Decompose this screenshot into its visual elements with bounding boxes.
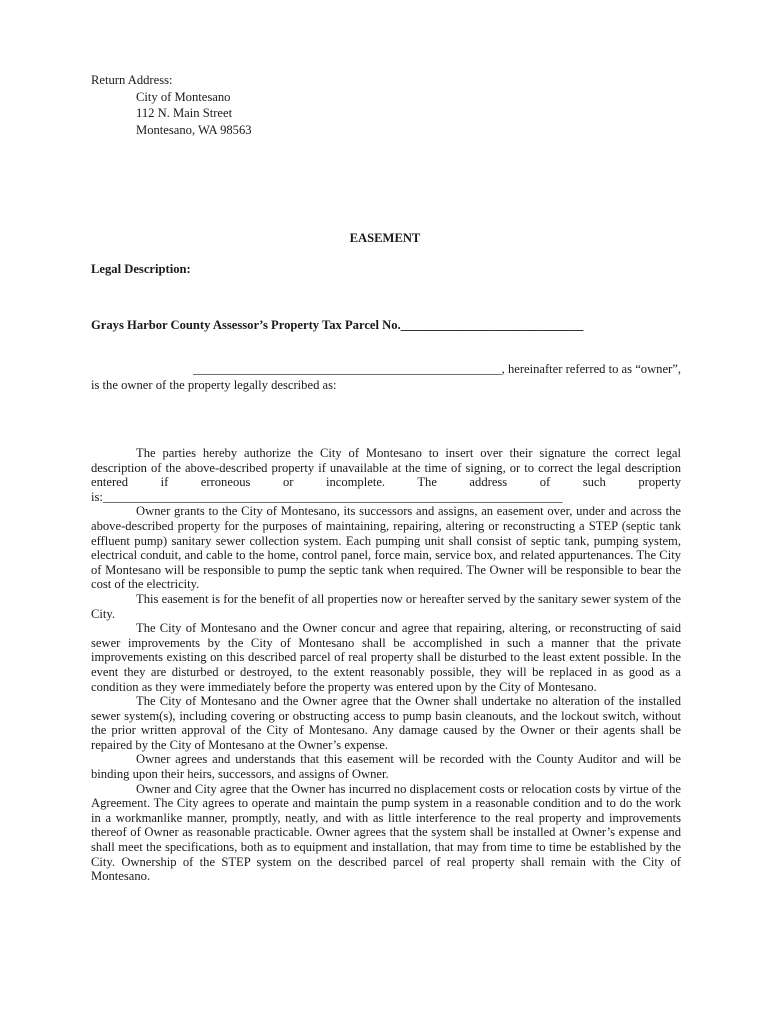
paragraph-recording: Owner agrees and understands that this easement will be recorded with the County Auditor and will be binding upon their heirs, successors, and assigns of Owner. [91,752,681,782]
paragraph-costs: Owner and City agree that the Owner has incurred no displacement costs or relocation costs by virtue of the Agreement. The City agrees to operate and maintain the pump system in a reasonable condition and to do the work in a workmanlike manner, promptly, neatly, and with as little interference to the real property and improvements thereof of Owner as reasonable practicable. Owner agrees that the system shall be installed at Owner’s expense and shall meet the specifications, both as to equipment and installation, that may from time to time be established by the City. Ownership of the STEP system on the described parcel of real property shall remain with the City of Montesano. [91,781,681,884]
owner-statement [91,361,681,393]
paragraph-benefit: This easement is for the benefit of all properties now or hereafter served by the sanitary sewer system of the City. [91,591,681,621]
parcel-number-line: Grays Harbor County Assessor’s Property Tax Parcel No._____________________________ [91,318,584,332]
return-address-line: 112 N. Main Street [136,106,233,120]
paragraph-grant: Owner grants to the City of Montesano, its successors and assigns, an easement over, under and across the above-described property for the purposes of maintaining, repairing, altering or reconstructing a STEP (septic tank effluent pump) sanitary sewer collection system. Each pumping unit shall consist of septic tank, pumping system, electrical conduit, and cable to the home, control panel, force main, service box, and related appurtenances. The City of Montesano will be responsible to pump the septic tank when required. The Owner will be responsible to bear the cost of the electricity. [91,504,681,592]
owner-description-line: is the owner of the property legally described as: [91,378,337,392]
paragraph-authorization: The parties hereby authorize the City of Montesano to insert over their signature the correct legal description of the above-described property if unavailable at the time of signing, or to correct the legal description entered if erroneous or incomplete. The address of such property is:_________________________________________________________________________ [91,446,681,504]
paragraph-repair: The City of Montesano and the Owner concur and agree that repairing, altering, or reconstructing of said sewer improvements by the City of Montesano shall be accomplished in such a manner that the private improvements existing on this described parcel of real property shall be disturbed to the least extent possible. In the event they are disturbed or destroyed, to the extent reasonably possible, they will be replaced in as good as a condition as they were immediately before the property was entered upon by the City of Montesano. [91,621,681,694]
return-address-block [136,89,252,139]
return-address-line: City of Montesano [136,89,231,104]
return-address-line: Montesano, WA 98563 [136,122,252,137]
legal-description-label: Legal Description: [91,262,191,276]
easement-body [91,446,681,884]
paragraph-alteration: The City of Montesano and the Owner agree that the Owner shall undertake no alteration of the installed sewer system(s), including covering or obstructing access to pump basin cleanouts, and the lockout switch, without the prior written approval of the City of Montesano. Any damage caused by the Owner or their agents shall be repaired by the City of Montesano at the Owner’s expense. [91,694,681,752]
return-address-label: Return Address: [91,73,173,87]
document-title: EASEMENT [349,231,421,245]
owner-name-blank-line: _________________________________________________, hereinafter referred to as “owner”, [193,362,681,376]
